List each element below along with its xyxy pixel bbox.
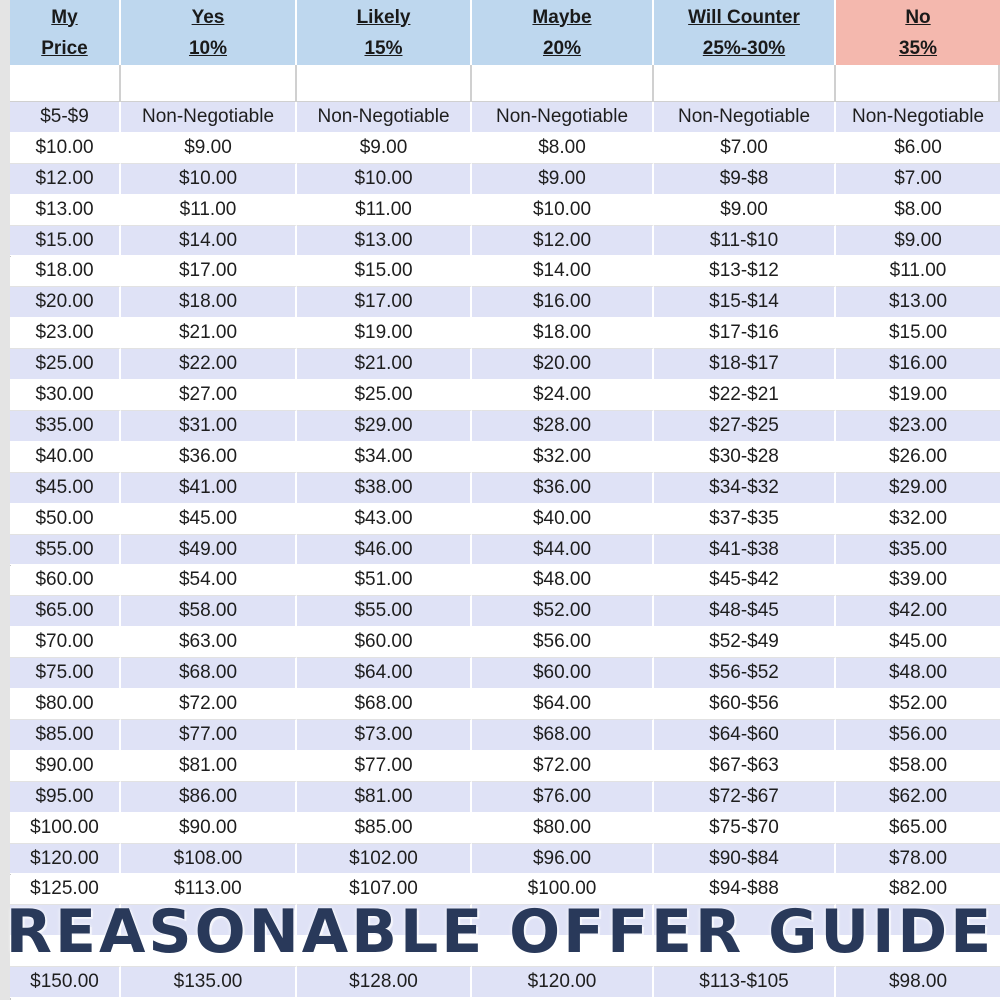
header-my-price-line1: My: [51, 6, 78, 28]
table-cell[interactable]: $100.00: [10, 813, 121, 844]
table-cell[interactable]: $18.00: [10, 257, 121, 288]
table-cell[interactable]: $9.00: [297, 133, 472, 164]
table-cell[interactable]: $17.00: [121, 257, 297, 288]
table-cell[interactable]: $21.00: [121, 318, 297, 349]
blank-cell[interactable]: [472, 65, 654, 102]
table-cell[interactable]: $85.00: [297, 813, 472, 844]
table-cell[interactable]: $64-$60: [654, 720, 836, 751]
table-row: [10, 627, 1000, 658]
table-cell[interactable]: $11.00: [121, 195, 297, 226]
table-cell[interactable]: $60-$56: [654, 689, 836, 720]
table-cell[interactable]: $25.00: [10, 349, 121, 380]
table-cell[interactable]: $30-$28: [654, 442, 836, 473]
table-row: [10, 967, 1000, 998]
table-cell[interactable]: $13.00: [836, 287, 1000, 318]
table-cell[interactable]: $56.00: [472, 627, 654, 658]
table-cell[interactable]: $13.00: [10, 195, 121, 226]
table-cell[interactable]: $10.00: [121, 164, 297, 195]
table-cell[interactable]: $13-$12: [654, 257, 836, 288]
table-cell[interactable]: $12.00: [472, 226, 654, 257]
table-cell[interactable]: $17-$16: [654, 318, 836, 349]
table-cell[interactable]: $40.00: [472, 504, 654, 535]
header-no[interactable]: [836, 0, 1000, 65]
table-cell[interactable]: $113.00: [121, 875, 297, 906]
table-row: [10, 287, 1000, 318]
table-cell[interactable]: $8.00: [472, 133, 654, 164]
table-cell[interactable]: $19.00: [297, 318, 472, 349]
table-cell[interactable]: $80.00: [10, 689, 121, 720]
table-cell[interactable]: $10.00: [297, 164, 472, 195]
table-cell[interactable]: $43.00: [297, 504, 472, 535]
table-cell[interactable]: $80.00: [472, 813, 654, 844]
table-row: [10, 164, 1000, 195]
table-cell[interactable]: $25.00: [297, 380, 472, 411]
header-likely[interactable]: [297, 0, 472, 65]
table-row: [10, 844, 1000, 875]
table-cell[interactable]: $11.00: [836, 257, 1000, 288]
table-cell[interactable]: $27-$25: [654, 411, 836, 442]
table-cell[interactable]: $14.00: [121, 226, 297, 257]
blank-cell[interactable]: [10, 65, 121, 102]
table-cell[interactable]: $51.00: [297, 566, 472, 597]
table-cell[interactable]: $32.00: [836, 504, 1000, 535]
table-cell[interactable]: $16.00: [472, 287, 654, 318]
table-cell[interactable]: Non-Negotiable: [654, 102, 836, 133]
table-cell[interactable]: $15.00: [836, 318, 1000, 349]
table-cell[interactable]: $16.00: [836, 349, 1000, 380]
table-cell[interactable]: $95.00: [10, 782, 121, 813]
table-cell[interactable]: $18.00: [472, 318, 654, 349]
table-cell[interactable]: $90-$84: [654, 844, 836, 875]
table-cell[interactable]: $45.00: [121, 504, 297, 535]
table-cell[interactable]: $64.00: [472, 689, 654, 720]
table-cell[interactable]: $15-$14: [654, 287, 836, 318]
table-cell[interactable]: $58.00: [836, 751, 1000, 782]
table-row: [10, 596, 1000, 627]
table-cell[interactable]: $35.00: [10, 411, 121, 442]
table-cell[interactable]: $90.00: [121, 813, 297, 844]
table-cell[interactable]: $54.00: [121, 566, 297, 597]
table-row: [10, 411, 1000, 442]
table-cell[interactable]: $62.00: [836, 782, 1000, 813]
table-cell[interactable]: $23.00: [836, 411, 1000, 442]
table-cell[interactable]: $12.00: [10, 164, 121, 195]
header-likely-percent: 15%: [364, 37, 403, 59]
table-cell[interactable]: $67-$63: [654, 751, 836, 782]
table-cell[interactable]: $68.00: [297, 689, 472, 720]
table-row: [10, 133, 1000, 164]
table-row: [10, 195, 1000, 226]
table-row: [10, 380, 1000, 411]
table-cell[interactable]: $81.00: [121, 751, 297, 782]
table-cell[interactable]: $38.00: [297, 473, 472, 504]
table-cell[interactable]: $49.00: [121, 535, 297, 566]
table-cell[interactable]: $50.00: [10, 504, 121, 535]
table-cell[interactable]: $58.00: [121, 596, 297, 627]
table-cell[interactable]: $45.00: [836, 627, 1000, 658]
table-cell[interactable]: $9.00: [472, 164, 654, 195]
table-cell[interactable]: $90.00: [10, 751, 121, 782]
table-cell[interactable]: $100.00: [472, 875, 654, 906]
table-cell[interactable]: $65.00: [10, 596, 121, 627]
table-cell[interactable]: $6.00: [836, 133, 1000, 164]
table-cell[interactable]: $72-$67: [654, 782, 836, 813]
table-row: [10, 257, 1000, 288]
header-no-label: No: [905, 6, 931, 28]
table-cell[interactable]: $9.00: [654, 195, 836, 226]
table-cell[interactable]: $72.00: [472, 751, 654, 782]
table-cell[interactable]: $107.00: [297, 875, 472, 906]
table-row: [10, 318, 1000, 349]
table-cell[interactable]: $22.00: [121, 349, 297, 380]
table-cell[interactable]: $24.00: [472, 380, 654, 411]
table-row: [10, 782, 1000, 813]
table-cell[interactable]: $36.00: [472, 473, 654, 504]
table-cell[interactable]: $65.00: [836, 813, 1000, 844]
table-row: [10, 442, 1000, 473]
table-row: [10, 566, 1000, 597]
table-cell[interactable]: $68.00: [121, 658, 297, 689]
table-cell[interactable]: $28.00: [472, 411, 654, 442]
table-cell[interactable]: $44.00: [472, 535, 654, 566]
table-cell[interactable]: $9.00: [121, 133, 297, 164]
header-row: [10, 0, 1000, 65]
table-cell[interactable]: $64.00: [297, 658, 472, 689]
header-my-price-line2: Price: [41, 37, 88, 59]
table-cell[interactable]: $45.00: [10, 473, 121, 504]
table-cell[interactable]: $7.00: [836, 164, 1000, 195]
table-cell[interactable]: $7.00: [654, 133, 836, 164]
table-cell[interactable]: $29.00: [297, 411, 472, 442]
header-my-price[interactable]: [10, 0, 121, 65]
table-row: [10, 504, 1000, 535]
table-cell[interactable]: $41.00: [121, 473, 297, 504]
table-row: [10, 535, 1000, 566]
blank-cell[interactable]: [654, 65, 836, 102]
table-cell[interactable]: $42.00: [836, 596, 1000, 627]
table-cell[interactable]: Non-Negotiable: [297, 102, 472, 133]
table-cell[interactable]: $55.00: [297, 596, 472, 627]
table-cell[interactable]: $31.00: [121, 411, 297, 442]
table-row: [10, 473, 1000, 504]
header-will-counter-label: Will Counter: [688, 6, 800, 28]
table-cell[interactable]: $78.00: [836, 844, 1000, 875]
table-cell[interactable]: $56.00: [836, 720, 1000, 751]
header-no-percent: 35%: [898, 37, 938, 59]
table-cell[interactable]: $15.00: [297, 257, 472, 288]
table-row: [10, 658, 1000, 689]
table-cell[interactable]: $36.00: [121, 442, 297, 473]
table-cell[interactable]: $98.00: [836, 967, 1000, 998]
table-cell[interactable]: $45-$42: [654, 566, 836, 597]
table-cell[interactable]: $18-$17: [654, 349, 836, 380]
table-cell[interactable]: $9.00: [836, 226, 1000, 257]
header-likely-label: Likely: [356, 6, 411, 28]
table-cell[interactable]: $21.00: [297, 349, 472, 380]
table-cell[interactable]: $72.00: [121, 689, 297, 720]
table-cell[interactable]: $9-$8: [654, 164, 836, 195]
table-cell[interactable]: $150.00: [10, 967, 121, 998]
table-cell[interactable]: $96.00: [472, 844, 654, 875]
table-cell[interactable]: $102.00: [297, 844, 472, 875]
table-cell[interactable]: $68.00: [472, 720, 654, 751]
table-cell[interactable]: $73.00: [297, 720, 472, 751]
blank-cell[interactable]: [297, 65, 472, 102]
table-cell[interactable]: $75.00: [10, 658, 121, 689]
table-cell[interactable]: $52.00: [472, 596, 654, 627]
table-cell[interactable]: $37-$35: [654, 504, 836, 535]
table-cell[interactable]: $52-$49: [654, 627, 836, 658]
header-yes[interactable]: [121, 0, 297, 65]
table-cell[interactable]: $85.00: [10, 720, 121, 751]
table-cell[interactable]: $20.00: [10, 287, 121, 318]
table-row: [10, 751, 1000, 782]
table-cell[interactable]: $70.00: [10, 627, 121, 658]
table-cell[interactable]: $30.00: [10, 380, 121, 411]
table-cell[interactable]: $113-$105: [654, 967, 836, 998]
table-cell[interactable]: $52.00: [836, 689, 1000, 720]
table-cell[interactable]: $76.00: [472, 782, 654, 813]
table-cell[interactable]: $48.00: [472, 566, 654, 597]
table-cell[interactable]: $14.00: [472, 257, 654, 288]
table-row: [10, 689, 1000, 720]
table-row: [10, 226, 1000, 257]
table-cell[interactable]: $55.00: [10, 535, 121, 566]
table-cell[interactable]: $108.00: [121, 844, 297, 875]
table-cell[interactable]: $27.00: [121, 380, 297, 411]
table-cell[interactable]: $125.00: [10, 875, 121, 906]
table-cell[interactable]: $120.00: [472, 967, 654, 998]
table-cell[interactable]: Non-Negotiable: [472, 102, 654, 133]
table-cell[interactable]: $32.00: [472, 442, 654, 473]
header-will-counter-percent: 25%-30%: [702, 37, 786, 59]
table-cell[interactable]: Non-Negotiable: [121, 102, 297, 133]
table-cell[interactable]: Non-Negotiable: [836, 102, 1000, 133]
table-cell[interactable]: $128.00: [297, 967, 472, 998]
table-cell[interactable]: $120.00: [10, 844, 121, 875]
table-cell[interactable]: $26.00: [836, 442, 1000, 473]
table-cell[interactable]: $77.00: [121, 720, 297, 751]
blank-cell[interactable]: [836, 65, 1000, 102]
table-cell[interactable]: $60.00: [10, 566, 121, 597]
table-cell[interactable]: $15.00: [10, 226, 121, 257]
table-cell[interactable]: $10.00: [472, 195, 654, 226]
table-row: [10, 720, 1000, 751]
table-cell[interactable]: $19.00: [836, 380, 1000, 411]
table-cell[interactable]: $34.00: [297, 442, 472, 473]
table-cell[interactable]: $41-$38: [654, 535, 836, 566]
table-cell[interactable]: $48-$45: [654, 596, 836, 627]
table-cell[interactable]: $56-$52: [654, 658, 836, 689]
table-cell[interactable]: $77.00: [297, 751, 472, 782]
table-row: [10, 349, 1000, 380]
table-cell[interactable]: $17.00: [297, 287, 472, 318]
overlay-title: REASONABLE OFFER GUIDE: [5, 897, 995, 967]
blank-cell[interactable]: [121, 65, 297, 102]
table-cell[interactable]: $13.00: [297, 226, 472, 257]
table-cell[interactable]: $48.00: [836, 658, 1000, 689]
table-cell[interactable]: $34-$32: [654, 473, 836, 504]
blank-row: [10, 65, 1000, 102]
table-cell[interactable]: $60.00: [297, 627, 472, 658]
table-cell[interactable]: $40.00: [10, 442, 121, 473]
header-yes-label: Yes: [191, 6, 225, 28]
table-cell[interactable]: $11-$10: [654, 226, 836, 257]
table-cell[interactable]: $8.00: [836, 195, 1000, 226]
header-maybe[interactable]: [472, 0, 654, 65]
table-row: [10, 102, 1000, 133]
table-cell[interactable]: $18.00: [121, 287, 297, 318]
table-cell[interactable]: $75-$70: [654, 813, 836, 844]
table-cell[interactable]: $5-$9: [10, 102, 121, 133]
table-cell[interactable]: $23.00: [10, 318, 121, 349]
table-cell[interactable]: $60.00: [472, 658, 654, 689]
table-cell[interactable]: $81.00: [297, 782, 472, 813]
table-cell[interactable]: $63.00: [121, 627, 297, 658]
table-cell[interactable]: $86.00: [121, 782, 297, 813]
table-cell[interactable]: $22-$21: [654, 380, 836, 411]
header-will-counter[interactable]: [654, 0, 836, 65]
table-cell[interactable]: $29.00: [836, 473, 1000, 504]
table-cell[interactable]: $82.00: [836, 875, 1000, 906]
table-cell[interactable]: $10.00: [10, 133, 121, 164]
header-maybe-percent: 20%: [542, 37, 582, 59]
table-cell[interactable]: $135.00: [121, 967, 297, 998]
table-row: [10, 813, 1000, 844]
table-cell[interactable]: $46.00: [297, 535, 472, 566]
header-yes-percent: 10%: [188, 37, 228, 59]
table-cell[interactable]: $94-$88: [654, 875, 836, 906]
table-cell[interactable]: $20.00: [472, 349, 654, 380]
table-cell[interactable]: $35.00: [836, 535, 1000, 566]
table-cell[interactable]: $39.00: [836, 566, 1000, 597]
table-cell[interactable]: $11.00: [297, 195, 472, 226]
header-maybe-label: Maybe: [532, 6, 592, 28]
